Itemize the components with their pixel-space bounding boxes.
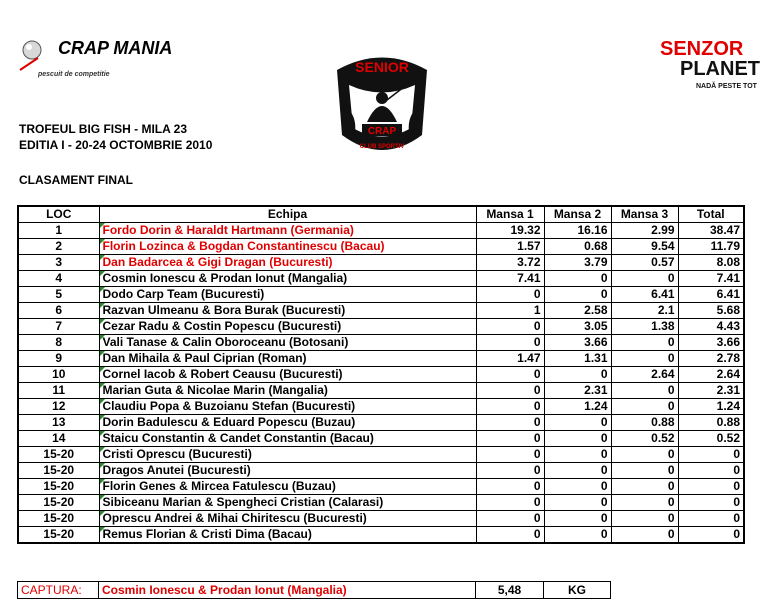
total-cell: 4.43 [678, 319, 744, 335]
team-cell: Florin Lozinca & Bogdan Constantinescu (Bacau) [99, 239, 476, 255]
table-row [18, 447, 744, 463]
capture-unit: KG [544, 582, 611, 599]
team-cell: Dan Badarcea & Gigi Dragan (Bucuresti) [99, 255, 476, 271]
rank-cell: 8 [18, 335, 99, 351]
round1-cell: 0 [476, 319, 544, 335]
total-cell: 0 [678, 495, 744, 511]
col-header-total: Total [678, 206, 744, 223]
total-cell: 6.41 [678, 287, 744, 303]
total-cell: 38.47 [678, 223, 744, 239]
team-cell: Razvan Ulmeanu & Bora Burak (Bucuresti) [99, 303, 476, 319]
round3-cell: 0 [611, 479, 678, 495]
table-row [18, 527, 744, 544]
table-row [18, 351, 744, 367]
rank-cell: 2 [18, 239, 99, 255]
round2-cell: 3.79 [544, 255, 611, 271]
round2-cell: 0 [544, 415, 611, 431]
round2-cell: 0 [544, 479, 611, 495]
round1-cell: 19.32 [476, 223, 544, 239]
round1-cell: 0 [476, 287, 544, 303]
rank-cell: 10 [18, 367, 99, 383]
event-title: TROFEUL BIG FISH - MILA 23 [19, 122, 188, 136]
table-row [18, 431, 744, 447]
col-header-round1: Mansa 1 [476, 206, 544, 223]
round3-cell: 0 [611, 511, 678, 527]
crap-mania-logo [18, 36, 173, 86]
team-cell: Fordo Dorin & Haraldt Hartmann (Germania) [99, 223, 476, 239]
rank-cell: 7 [18, 319, 99, 335]
capture-table [17, 581, 611, 599]
rank-cell: 13 [18, 415, 99, 431]
round2-cell: 1.24 [544, 399, 611, 415]
capture-value: 5,48 [476, 582, 544, 599]
rank-cell: 11 [18, 383, 99, 399]
round1-cell: 0 [476, 447, 544, 463]
team-cell: Claudiu Popa & Buzoianu Stefan (Bucuresti) [99, 399, 476, 415]
ranking-title: CLASAMENT FINAL [19, 173, 133, 187]
total-cell: 2.64 [678, 367, 744, 383]
table-row [18, 383, 744, 399]
round1-cell: 0 [476, 527, 544, 544]
total-cell: 0 [678, 463, 744, 479]
total-cell: 5.68 [678, 303, 744, 319]
table-row [18, 479, 744, 495]
round3-cell: 0 [611, 351, 678, 367]
total-cell: 0.52 [678, 431, 744, 447]
rank-cell: 4 [18, 271, 99, 287]
results-table [17, 205, 745, 544]
team-cell: Dragos Anutei (Bucuresti) [99, 463, 476, 479]
total-cell: 2.78 [678, 351, 744, 367]
crap-mania-subtitle: pescuit de competitie [38, 71, 110, 78]
capture-row [18, 582, 611, 599]
round1-cell: 0 [476, 367, 544, 383]
round3-cell: 2.1 [611, 303, 678, 319]
round3-cell: 0 [611, 335, 678, 351]
total-cell: 0 [678, 511, 744, 527]
total-cell: 3.66 [678, 335, 744, 351]
total-cell: 2.31 [678, 383, 744, 399]
round1-cell: 1.57 [476, 239, 544, 255]
table-row [18, 319, 744, 335]
team-cell: Dan Mihaila & Paul Ciprian (Roman) [99, 351, 476, 367]
round2-cell: 3.05 [544, 319, 611, 335]
table-row [18, 415, 744, 431]
rank-cell: 1 [18, 223, 99, 239]
round2-cell: 0 [544, 511, 611, 527]
table-row [18, 399, 744, 415]
round1-cell: 0 [476, 335, 544, 351]
round1-cell: 0 [476, 479, 544, 495]
round2-cell: 0 [544, 463, 611, 479]
table-row [18, 463, 744, 479]
total-cell: 1.24 [678, 399, 744, 415]
table-row [18, 495, 744, 511]
round2-cell: 0 [544, 527, 611, 544]
round3-cell: 2.64 [611, 367, 678, 383]
team-cell: Cornel Iacob & Robert Ceausu (Bucuresti) [99, 367, 476, 383]
round1-cell: 0 [476, 495, 544, 511]
round3-cell: 0 [611, 447, 678, 463]
round3-cell: 1.38 [611, 319, 678, 335]
round1-cell: 1 [476, 303, 544, 319]
round3-cell: 0 [611, 383, 678, 399]
rank-cell: 15-20 [18, 527, 99, 544]
rank-cell: 14 [18, 431, 99, 447]
total-cell: 7.41 [678, 271, 744, 287]
round2-cell: 0 [544, 367, 611, 383]
rank-cell: 15-20 [18, 479, 99, 495]
round3-cell: 0.57 [611, 255, 678, 271]
round3-cell: 0 [611, 495, 678, 511]
round2-cell: 16.16 [544, 223, 611, 239]
round2-cell: 0 [544, 271, 611, 287]
round3-cell: 9.54 [611, 239, 678, 255]
round1-cell: 3.72 [476, 255, 544, 271]
team-cell: Florin Genes & Mircea Fatulescu (Buzau) [99, 479, 476, 495]
team-cell: Cosmin Ionescu & Prodan Ionut (Mangalia) [99, 271, 476, 287]
team-cell: Marian Guta & Nicolae Marin (Mangalia) [99, 383, 476, 399]
rank-cell: 9 [18, 351, 99, 367]
team-cell: Vali Tanase & Calin Oboroceanu (Botosani) [99, 335, 476, 351]
team-cell: Cezar Radu & Costin Popescu (Bucuresti) [99, 319, 476, 335]
round1-cell: 0 [476, 399, 544, 415]
total-cell: 0 [678, 479, 744, 495]
rank-cell: 15-20 [18, 495, 99, 511]
round3-cell: 0.52 [611, 431, 678, 447]
round2-cell: 2.31 [544, 383, 611, 399]
total-cell: 0.88 [678, 415, 744, 431]
round3-cell: 0 [611, 527, 678, 544]
rank-cell: 15-20 [18, 463, 99, 479]
table-row [18, 287, 744, 303]
senior-text: SENIOR [355, 59, 409, 75]
rank-cell: 15-20 [18, 447, 99, 463]
rank-cell: 3 [18, 255, 99, 271]
total-cell: 0 [678, 527, 744, 544]
round1-cell: 0 [476, 511, 544, 527]
col-header-round3: Mansa 3 [611, 206, 678, 223]
table-row [18, 239, 744, 255]
round2-cell: 0.68 [544, 239, 611, 255]
team-cell: Dodo Carp Team (Bucuresti) [99, 287, 476, 303]
round1-cell: 0 [476, 431, 544, 447]
table-row [18, 511, 744, 527]
rank-cell: 12 [18, 399, 99, 415]
round2-cell: 0 [544, 447, 611, 463]
table-row [18, 255, 744, 271]
round1-cell: 7.41 [476, 271, 544, 287]
team-cell: Sibiceanu Marian & Spengheci Cristian (Calarasi) [99, 495, 476, 511]
team-cell: Remus Florian & Cristi Dima (Bacau) [99, 527, 476, 544]
round2-cell: 3.66 [544, 335, 611, 351]
table-row [18, 303, 744, 319]
round3-cell: 0 [611, 399, 678, 415]
round2-cell: 1.31 [544, 351, 611, 367]
rank-cell: 5 [18, 287, 99, 303]
tagline-text: NADĂ PESTE TOT [696, 83, 757, 90]
total-cell: 0 [678, 447, 744, 463]
senzor-text: SENZOR [660, 38, 744, 60]
col-header-round2: Mansa 2 [544, 206, 611, 223]
round1-cell: 0 [476, 463, 544, 479]
table-row [18, 271, 744, 287]
planet-text: PLANET [680, 58, 760, 80]
senior-crap-club-logo [327, 50, 437, 160]
crap-mania-brand: CRAP MANIA [58, 38, 173, 58]
rank-cell: 6 [18, 303, 99, 319]
round3-cell: 2.99 [611, 223, 678, 239]
team-cell: Staicu Constantin & Candet Constantin (Bacau) [99, 431, 476, 447]
table-row [18, 367, 744, 383]
round3-cell: 6.41 [611, 287, 678, 303]
col-header-team: Echipa [99, 206, 476, 223]
rank-cell: 15-20 [18, 511, 99, 527]
col-header-loc: LOC [18, 206, 99, 223]
round1-cell: 0 [476, 383, 544, 399]
event-edition: EDITIA I - 20-24 OCTOMBRIE 2010 [19, 138, 213, 152]
table-row [18, 335, 744, 351]
round3-cell: 0.88 [611, 415, 678, 431]
round3-cell: 0 [611, 463, 678, 479]
round3-cell: 0 [611, 271, 678, 287]
table-row [18, 223, 744, 239]
round2-cell: 0 [544, 287, 611, 303]
senzor-planet-logo [648, 30, 768, 100]
boilie-icon [23, 41, 41, 59]
table-header-row [18, 206, 744, 223]
team-cell: Cristi Oprescu (Bucuresti) [99, 447, 476, 463]
total-cell: 11.79 [678, 239, 744, 255]
round2-cell: 0 [544, 431, 611, 447]
total-cell: 8.08 [678, 255, 744, 271]
team-cell: Dorin Badulescu & Eduard Popescu (Buzau) [99, 415, 476, 431]
round1-cell: 0 [476, 415, 544, 431]
team-cell: Oprescu Andrei & Mihai Chiritescu (Bucuresti) [99, 511, 476, 527]
round1-cell: 1.47 [476, 351, 544, 367]
capture-label: CAPTURA: [18, 582, 99, 599]
club-sportiv-text: CLUB SPORTIV [359, 144, 405, 150]
capture-team: Cosmin Ionescu & Prodan Ionut (Mangalia) [99, 582, 476, 599]
crap-text: CRAP [367, 126, 397, 137]
round2-cell: 2.58 [544, 303, 611, 319]
round2-cell: 0 [544, 495, 611, 511]
